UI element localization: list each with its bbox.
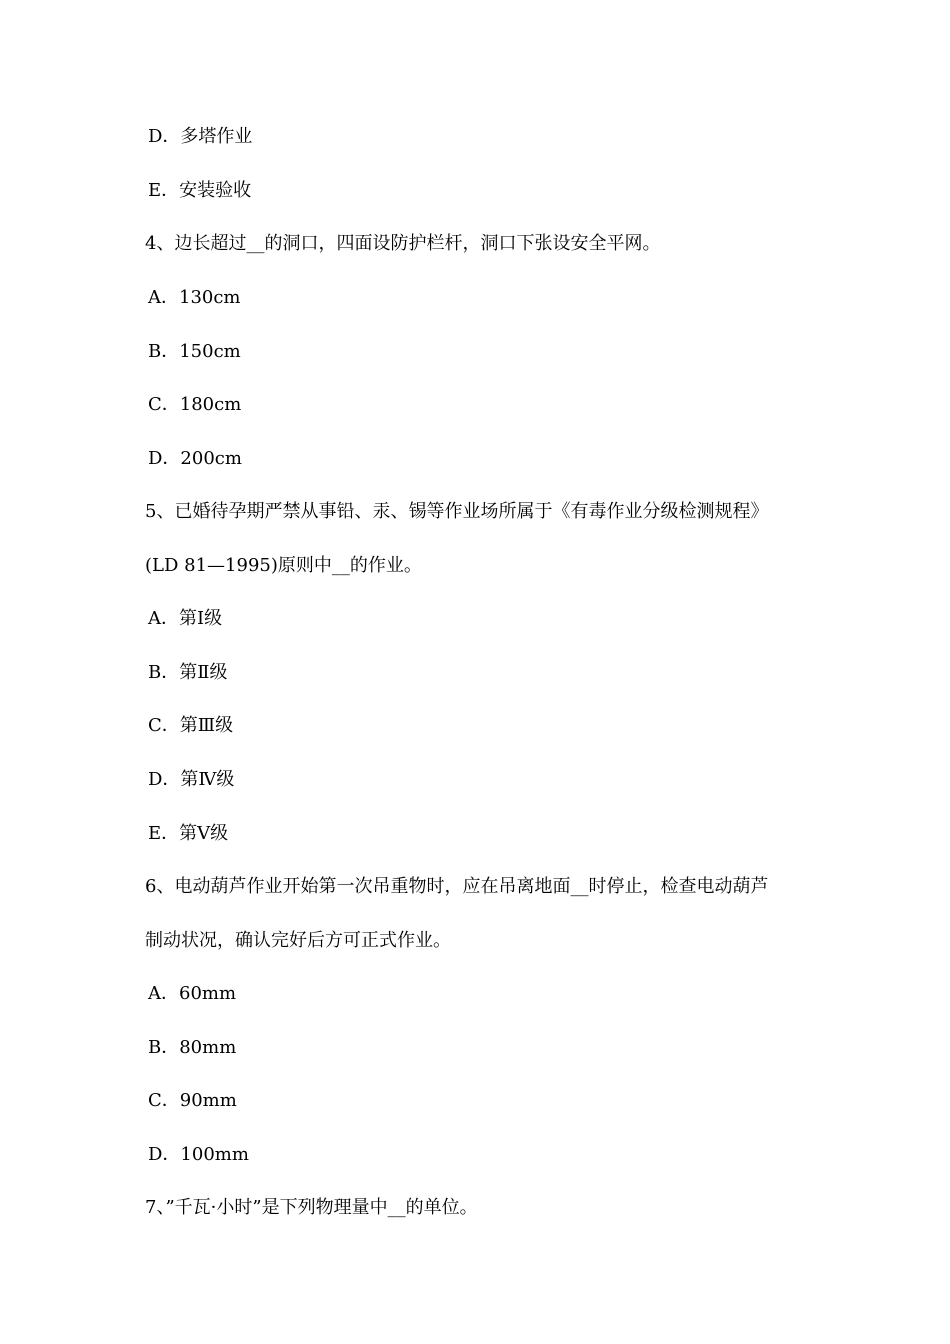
question-5-line-1: 5、已婚待孕期严禁从事铅、汞、锡等作业场所属于《有毒作业分级检测规程》: [145, 501, 769, 522]
option-c-180cm: C．180cm: [148, 394, 242, 415]
option-e-install-acceptance: E．安装验收: [148, 180, 252, 201]
question-4: 4、边长超过__的洞口，四面设防护栏杆，洞口下张设安全平网。: [145, 233, 661, 254]
question-6-line-1: 6、电动葫芦作业开始第一次吊重物时，应在吊离地面__时停止，检查电动葫芦: [145, 876, 769, 897]
option-b-150cm: B．150cm: [148, 341, 241, 362]
question-7: 7、”千瓦·小时”是下列物理量中__的单位。: [145, 1197, 478, 1218]
option-b-80mm: B．80mm: [148, 1037, 237, 1058]
option-c-level-3: C．第Ⅲ级: [148, 715, 234, 736]
question-5-line-2: (LD 81—1995)原则中__的作业。: [145, 555, 422, 576]
option-a-130cm: A．130cm: [148, 287, 241, 308]
option-e-level-5: E．第Ⅴ级: [148, 823, 229, 844]
option-c-90mm: C．90mm: [148, 1090, 237, 1111]
option-a-level-1: A．第Ⅰ级: [148, 608, 223, 629]
question-6-line-2: 制动状况，确认完好后方可正式作业。: [145, 930, 451, 951]
option-d-multi-tower: D．多塔作业: [148, 126, 253, 147]
option-b-level-2: B．第Ⅱ级: [148, 662, 228, 683]
option-d-200cm: D．200cm: [148, 448, 242, 469]
option-d-100mm: D．100mm: [148, 1144, 249, 1165]
option-a-60mm: A．60mm: [148, 983, 237, 1004]
option-d-level-4: D．第Ⅳ级: [148, 769, 235, 790]
